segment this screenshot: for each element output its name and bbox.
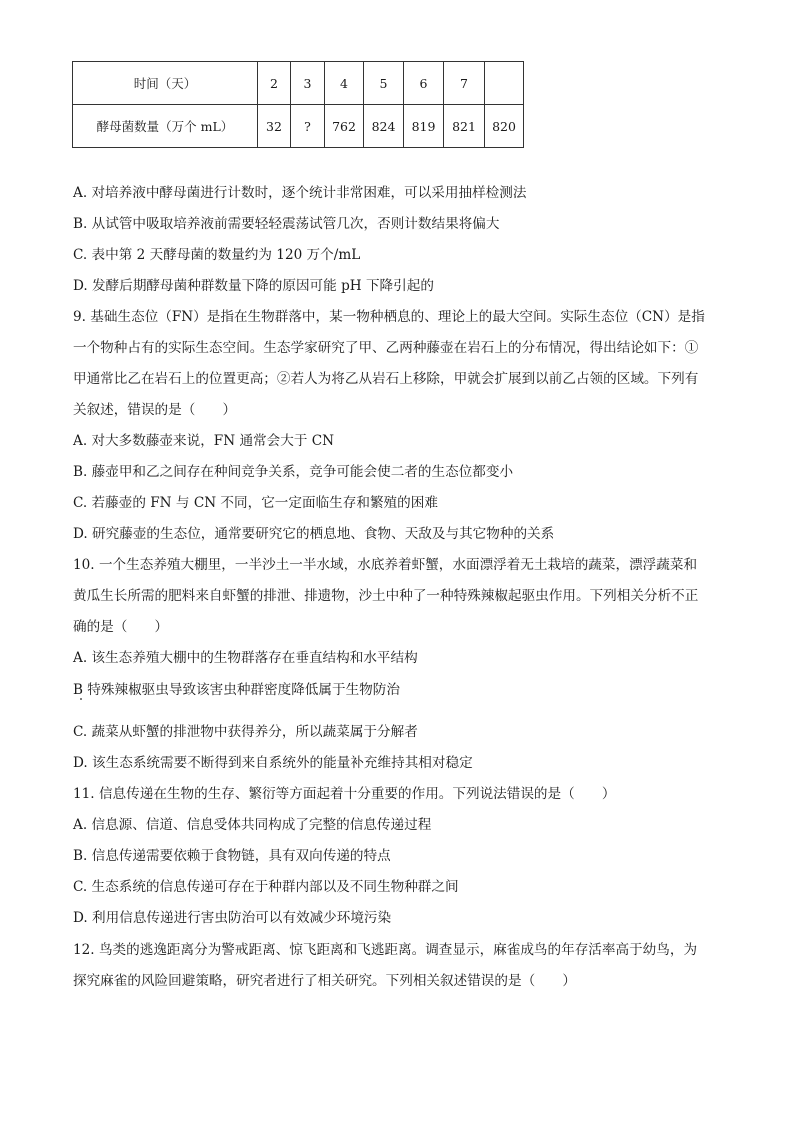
option-c-q8: C. 表中第 2 天酵母菌的数量约为 120 万个/mL [73, 247, 361, 263]
table-header-count: 酵母菌数量（万个 mL） [73, 105, 258, 148]
table-cell-day: 5 [364, 62, 404, 105]
option-b-q10: B 特殊辣椒驱虫导致该害虫种群密度降低属于生物防治 [73, 682, 400, 698]
option-c-q9: C. 若藤壶的 FN 与 CN 不同，它一定面临生存和繁殖的困难 [73, 495, 438, 511]
table-header-time: 时间（天） [73, 62, 258, 105]
option-c-q10: C. 蔬菜从虾蟹的排泄物中获得养分，所以蔬菜属于分解者 [73, 724, 418, 740]
option-b-q9: B. 藤壶甲和乙之间存在种间竞争关系，竞争可能会使二者的生态位都变小 [73, 464, 514, 480]
table-cell-day: 6 [404, 62, 444, 105]
table-cell-count: ? [291, 105, 325, 148]
question-11-stem: 11. 信息传递在生物的生存、繁衍等方面起着十分重要的作用。下列说法错误的是（ ） [73, 786, 616, 802]
option-d-q11: D. 利用信息传递进行害虫防治可以有效减少环境污染 [73, 910, 392, 926]
table-cell-count: 824 [364, 105, 404, 148]
question-10-stem: 确的是（ ） [73, 619, 169, 635]
option-d-q9: D. 研究藤壶的生态位，通常要研究它的栖息地、食物、天敌及与其它物种的关系 [73, 526, 555, 542]
option-a-q9: A. 对大多数藤壶来说，FN 通常会大于 CN [73, 433, 335, 449]
table-cell-day: 7 [444, 62, 485, 105]
table-cell-day: 4 [325, 62, 364, 105]
option-b-q11: B. 信息传递需要依赖于食物链，具有双向传递的特点 [73, 848, 391, 864]
option-d-q8: D. 发酵后期酵母菌种群数量下降的原因可能 pH 下降引起的 [73, 278, 434, 294]
option-a-q10: A. 该生态养殖大棚中的生物群落存在垂直结构和水平结构 [73, 650, 418, 666]
table-cell-count: 821 [444, 105, 485, 148]
question-9-stem: 一个物种占有的实际生态空间。生态学家研究了甲、乙两种藤壶在岩石上的分布情况，得出结论如下：① [73, 340, 699, 356]
question-10-stem: 黄瓜生长所需的肥料来自虾蟹的排泄、排遗物，沙土中种了一种特殊辣椒起驱虫作用。下列相关分析不正 [73, 588, 699, 604]
table-cell-count: 32 [258, 105, 291, 148]
question-10-stem: 10. 一个生态养殖大棚里，一半沙土一半水域，水底养着虾蟹，水面漂浮着无土栽培的蔬菜，漂浮蔬菜和 [73, 557, 698, 573]
table-cell-count: 819 [404, 105, 444, 148]
table-cell-count: 820 [485, 105, 524, 148]
table-row-counts [73, 105, 524, 148]
table-cell-day [485, 62, 524, 105]
table-cell-day: 3 [291, 62, 325, 105]
question-9-stem: 甲通常比乙在岩石上的位置更高；②若人为将乙从岩石上移除，甲就会扩展到以前乙占领的区域。下列有 [73, 371, 699, 387]
question-9-stem: 关叙述，错误的是（ ） [73, 402, 237, 418]
stray-dot [80, 698, 82, 700]
yeast-count-table [72, 61, 524, 148]
question-9-stem: 9. 基础生态位（FN）是指在生物群落中，某一物种栖息的、理论上的最大空间。实际生态位（CN）是指 [73, 309, 705, 325]
table-row-days [73, 62, 524, 105]
option-a-q11: A. 信息源、信道、信息受体共同构成了完整的信息传递过程 [73, 817, 432, 833]
option-a-q8: A. 对培养液中酵母菌进行计数时，逐个统计非常困难，可以采用抽样检测法 [73, 185, 527, 201]
question-12-stem: 12. 鸟类的逃逸距离分为警戒距离、惊飞距离和飞逃距离。调查显示，麻雀成鸟的年存活率高于幼鸟，为 [73, 942, 698, 958]
question-12-stem: 探究麻雀的风险回避策略，研究者进行了相关研究。下列相关叙述错误的是（ ） [73, 973, 576, 989]
table-cell-day: 2 [258, 62, 291, 105]
option-c-q11: C. 生态系统的信息传递可存在于种群内部以及不同生物种群之间 [73, 879, 459, 895]
option-d-q10: D. 该生态系统需要不断得到来自系统外的能量补充维持其相对稳定 [73, 755, 473, 771]
option-b-q8: B. 从试管中吸取培养液前需要轻轻震荡试管几次，否则计数结果将偏大 [73, 216, 500, 232]
table-cell-count: 762 [325, 105, 364, 148]
